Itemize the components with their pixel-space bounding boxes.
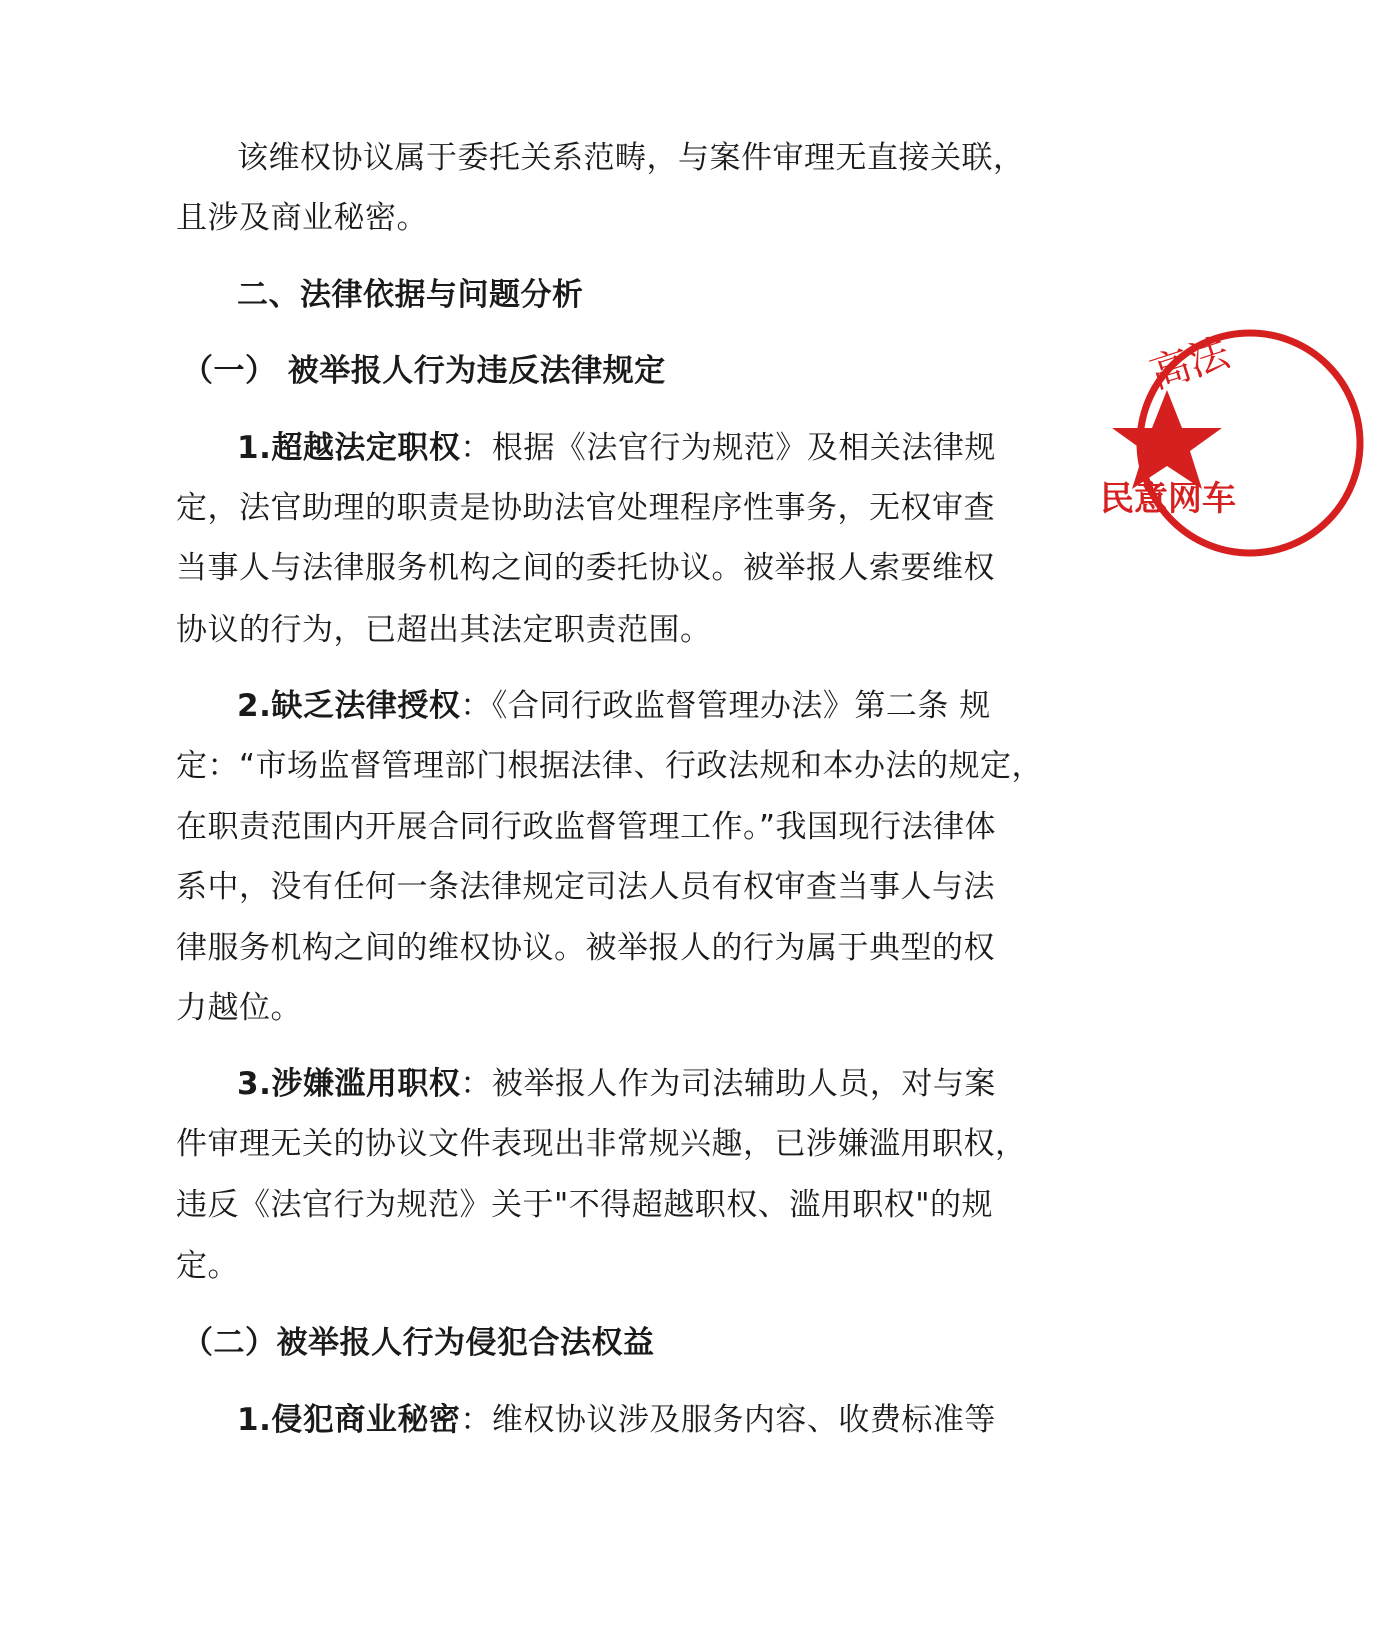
item1-line-3: 当事人与法律服务机构之间的委托协议。被举报人索要维权 [176,550,995,586]
item4-line-1 [237,1400,996,1440]
item2-line-1 [237,686,991,726]
item1-label: 1.超越法定职权 [237,430,461,466]
item4-label: 1.侵犯商业秘密 [237,1402,461,1438]
intro-line-1: 该维权协议属于委托关系范畴，与案件审理无直接关联， [237,140,1025,176]
item3-line-1 [237,1064,996,1104]
intro-line-2: 且涉及商业秘密。 [176,200,428,236]
item2-line-3: 在职责范围内开展合同行政监督管理工作。”我国现行法律体 [176,809,997,845]
item3-line-4: 定。 [176,1248,239,1284]
item1-text: ：根据《法官行为规范》及相关法律规 [460,430,996,466]
official-seal-stamp [1100,325,1400,595]
item3-text: ：被举报人作为司法辅助人员，对与案 [460,1066,996,1102]
item2-label: 2.缺乏法律授权 [237,688,461,724]
item3-line-2: 件审理无关的协议文件表现出非常规兴趣，已涉嫌滥用职权， [176,1126,1027,1162]
seal-top-text: 高法 [1144,329,1235,399]
item2-line-5: 律服务机构之间的维权协议。被举报人的行为属于典型的权 [176,930,995,966]
item1-line-1 [237,428,996,468]
item2-line-6: 力越位。 [176,990,302,1026]
item2-line-4: 系中，没有任何一条法律规定司法人员有权审查当事人与法 [176,869,995,905]
item2-text: ：《合同行政监督管理办法》第二条 规 [460,688,991,724]
section-heading: 二、法律依据与问题分析 [237,277,584,313]
item3-label: 3.涉嫌滥用职权 [237,1066,461,1102]
item1-line-4: 协议的行为，已超出其法定职责范围。 [176,612,712,648]
item4-text: ：维权协议涉及服务内容、收费标准等 [460,1402,996,1438]
subsection-heading-1: （一） 被举报人行为违反法律规定 [182,353,666,389]
star-icon [1112,390,1222,489]
item3-line-3: 违反《法官行为规范》关于"不得超越职权、滥用职权"的规 [176,1187,994,1223]
subsection-heading-2: （二）被举报人行为侵犯合法权益 [182,1325,655,1361]
item2-line-2: 定：“市场监督管理部门根据法律、行政法规和本办法的规定， [176,748,1044,784]
seal-bottom-text: 民意网车 [1100,479,1236,519]
item1-line-2: 定，法官助理的职责是协助法官处理程序性事务，无权审查 [176,490,995,526]
